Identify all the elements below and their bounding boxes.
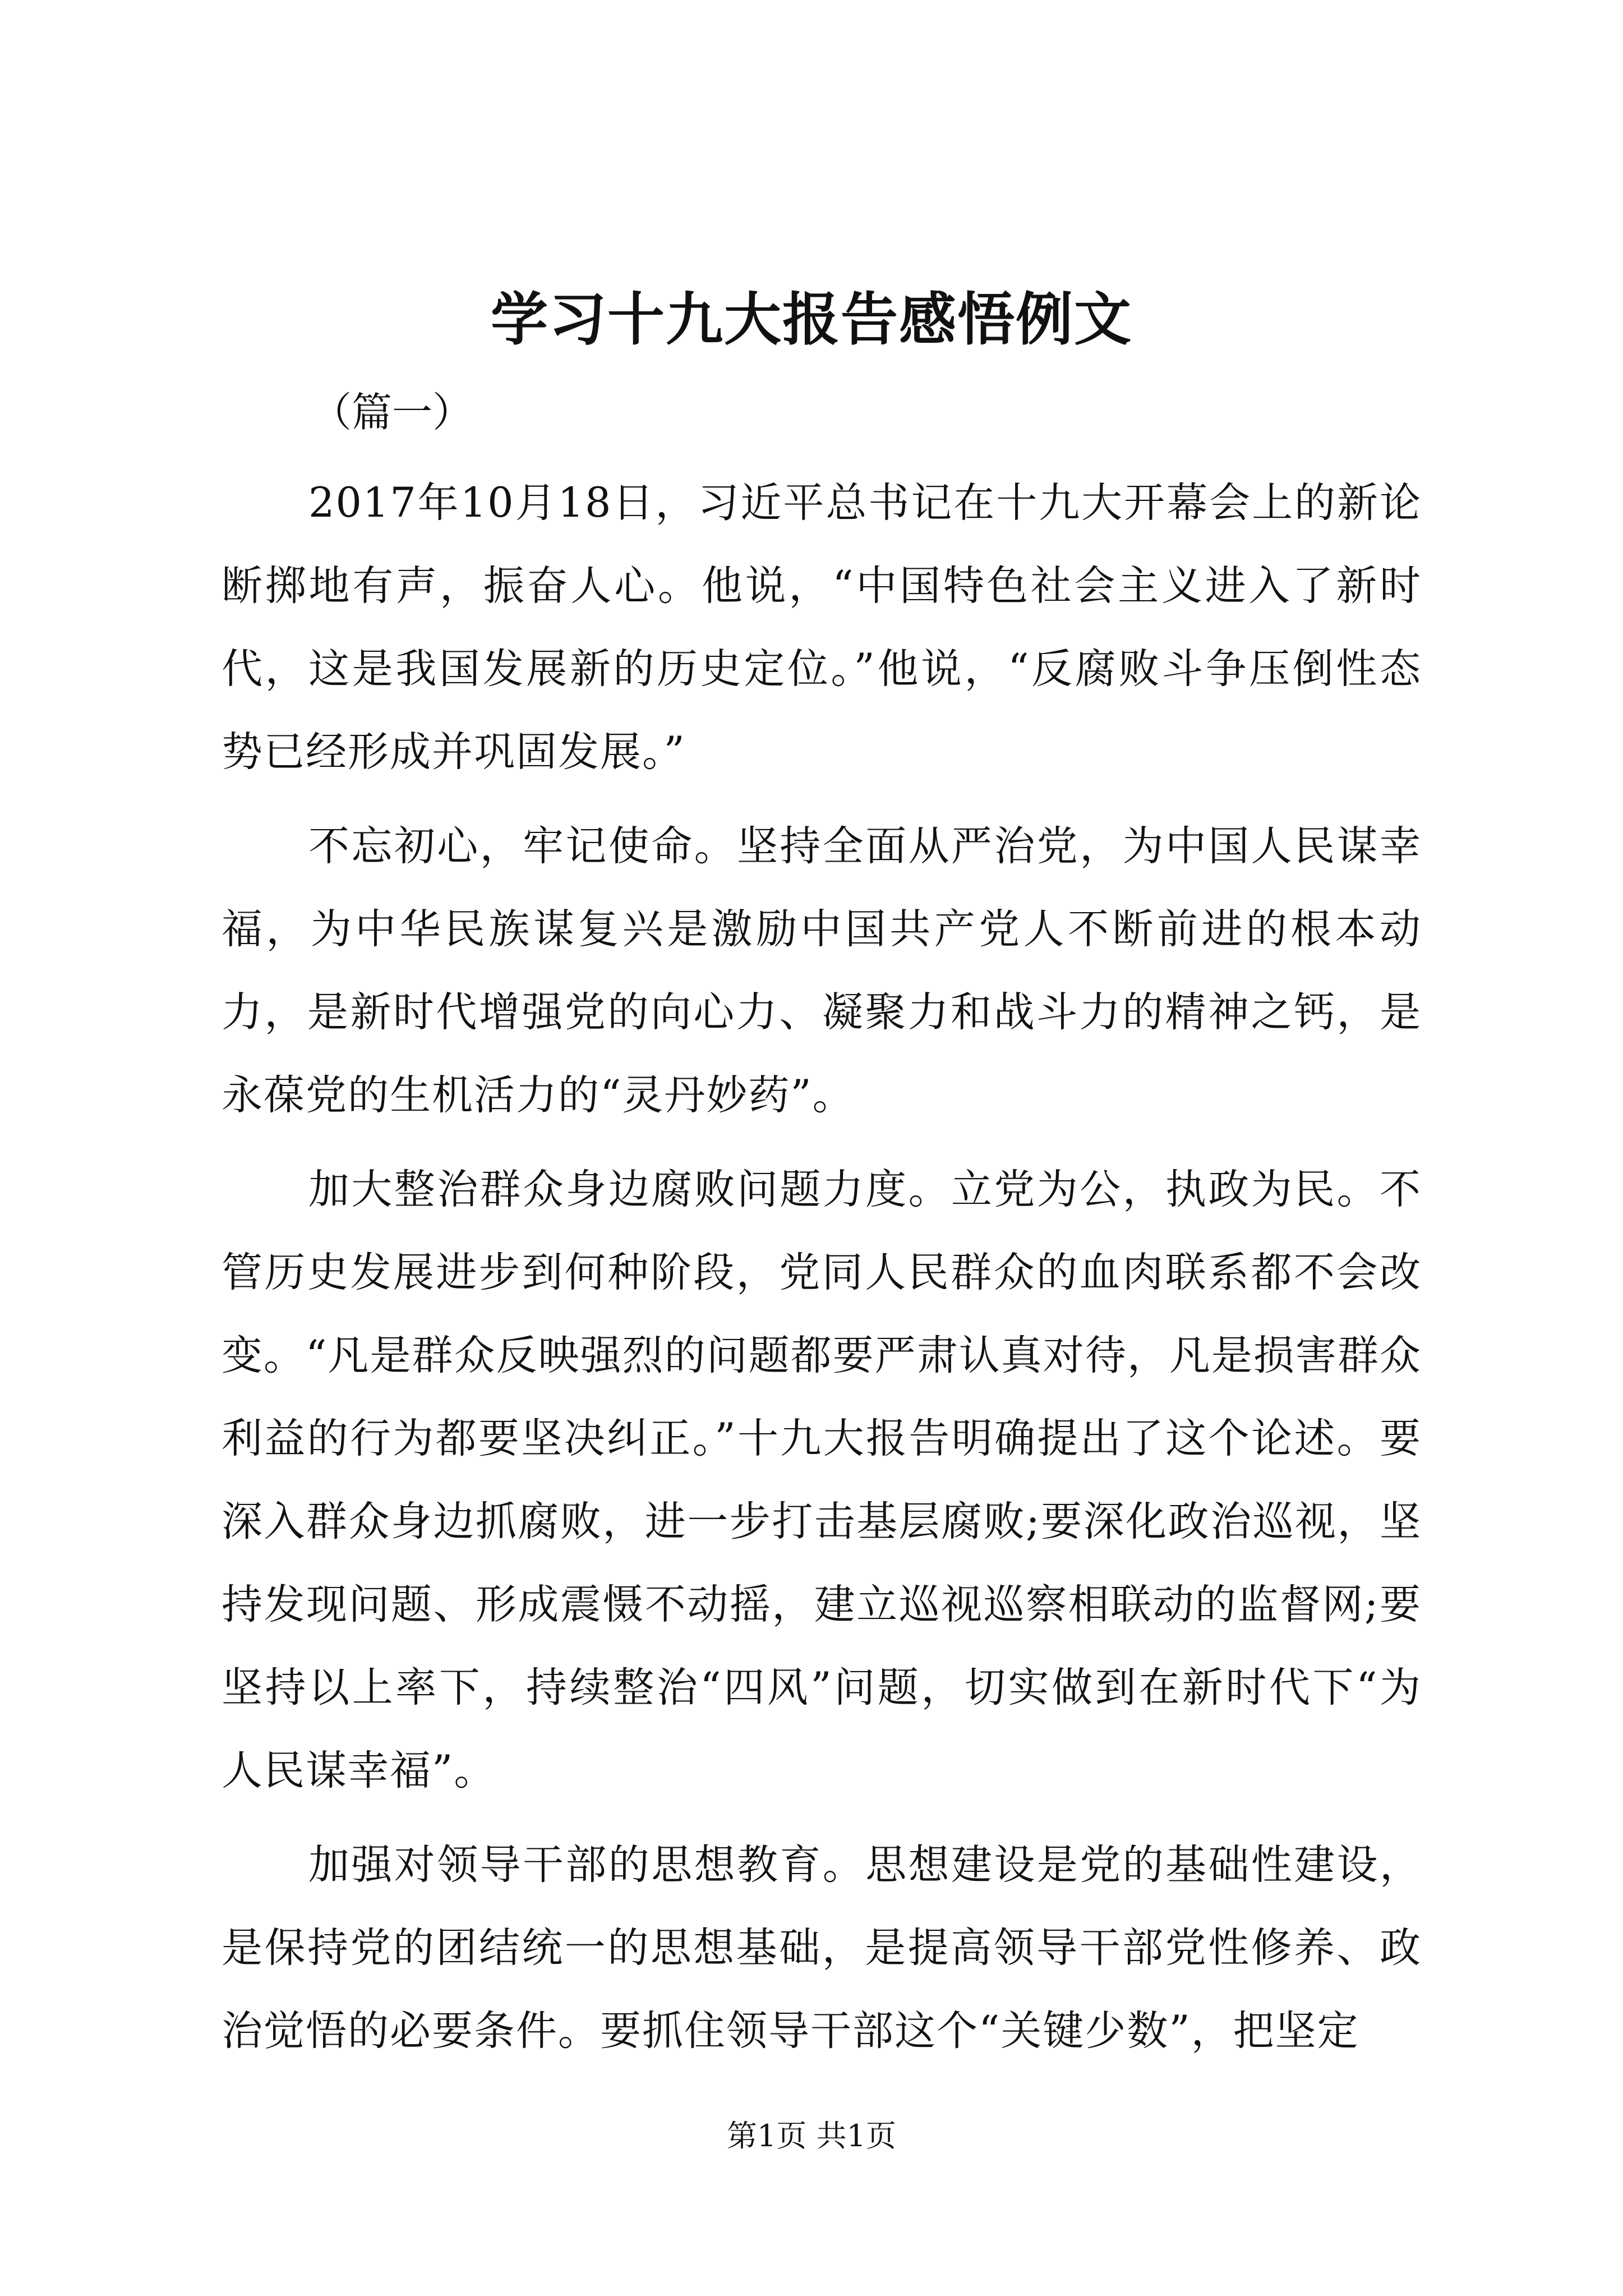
paragraph-4: 加强对领导干部的思想教育。思想建设是党的基础性建设，是保持党的团结统一的思想基础，是提高领导干部党性修养、政治觉悟的必要条件。要抓住领导干部这个“关键少数”，把坚定 [222, 1841, 1422, 2055]
paragraph-2: 不忘初心，牢记使命。坚持全面从严治党，为中国人民谋幸福，为中华民族谋复兴是激励中国共产党人不断前进的根本动力，是新时代增强党的向心力、凝聚力和战斗力的精神之钙，是永葆党的生机活力的“灵丹妙药”。 [222, 822, 1422, 1119]
section-label: （篇一） [311, 389, 473, 436]
document-body [222, 462, 1422, 2084]
paragraph-1: 2017年10月18日，习近平总书记在十九大开幕会上的新论断掷地有声，振奋人心。他说，“中国特色社会主义进入了新时代，这是我国发展新的历史定位。”他说，“反腐败斗争压倒性态势已经形成并巩固发展。” [222, 479, 1422, 776]
document-title: 学习十九大报告感悟例文 [491, 286, 1132, 353]
paragraph-3: 加大整治群众身边腐败问题力度。立党为公，执政为民。不管历史发展进步到何种阶段，党同人民群众的血肉联系都不会改变。“凡是群众反映强烈的问题都要严肃认真对待，凡是损害群众利益的行为都要坚决纠正。”十九大报告明确提出了这个论述。要深入群众身边抓腐败，进一步打击基层腐败;要深化政治巡视，坚持发现问题、形成震慑不动摇，建立巡视巡察相联动的监督网;要坚持以上率下，持续整治“四风”问题，切实做到在新时代下“为人民谋幸福”。 [222, 1166, 1422, 1795]
page-footer: 第1页 共1页 [727, 2118, 896, 2154]
